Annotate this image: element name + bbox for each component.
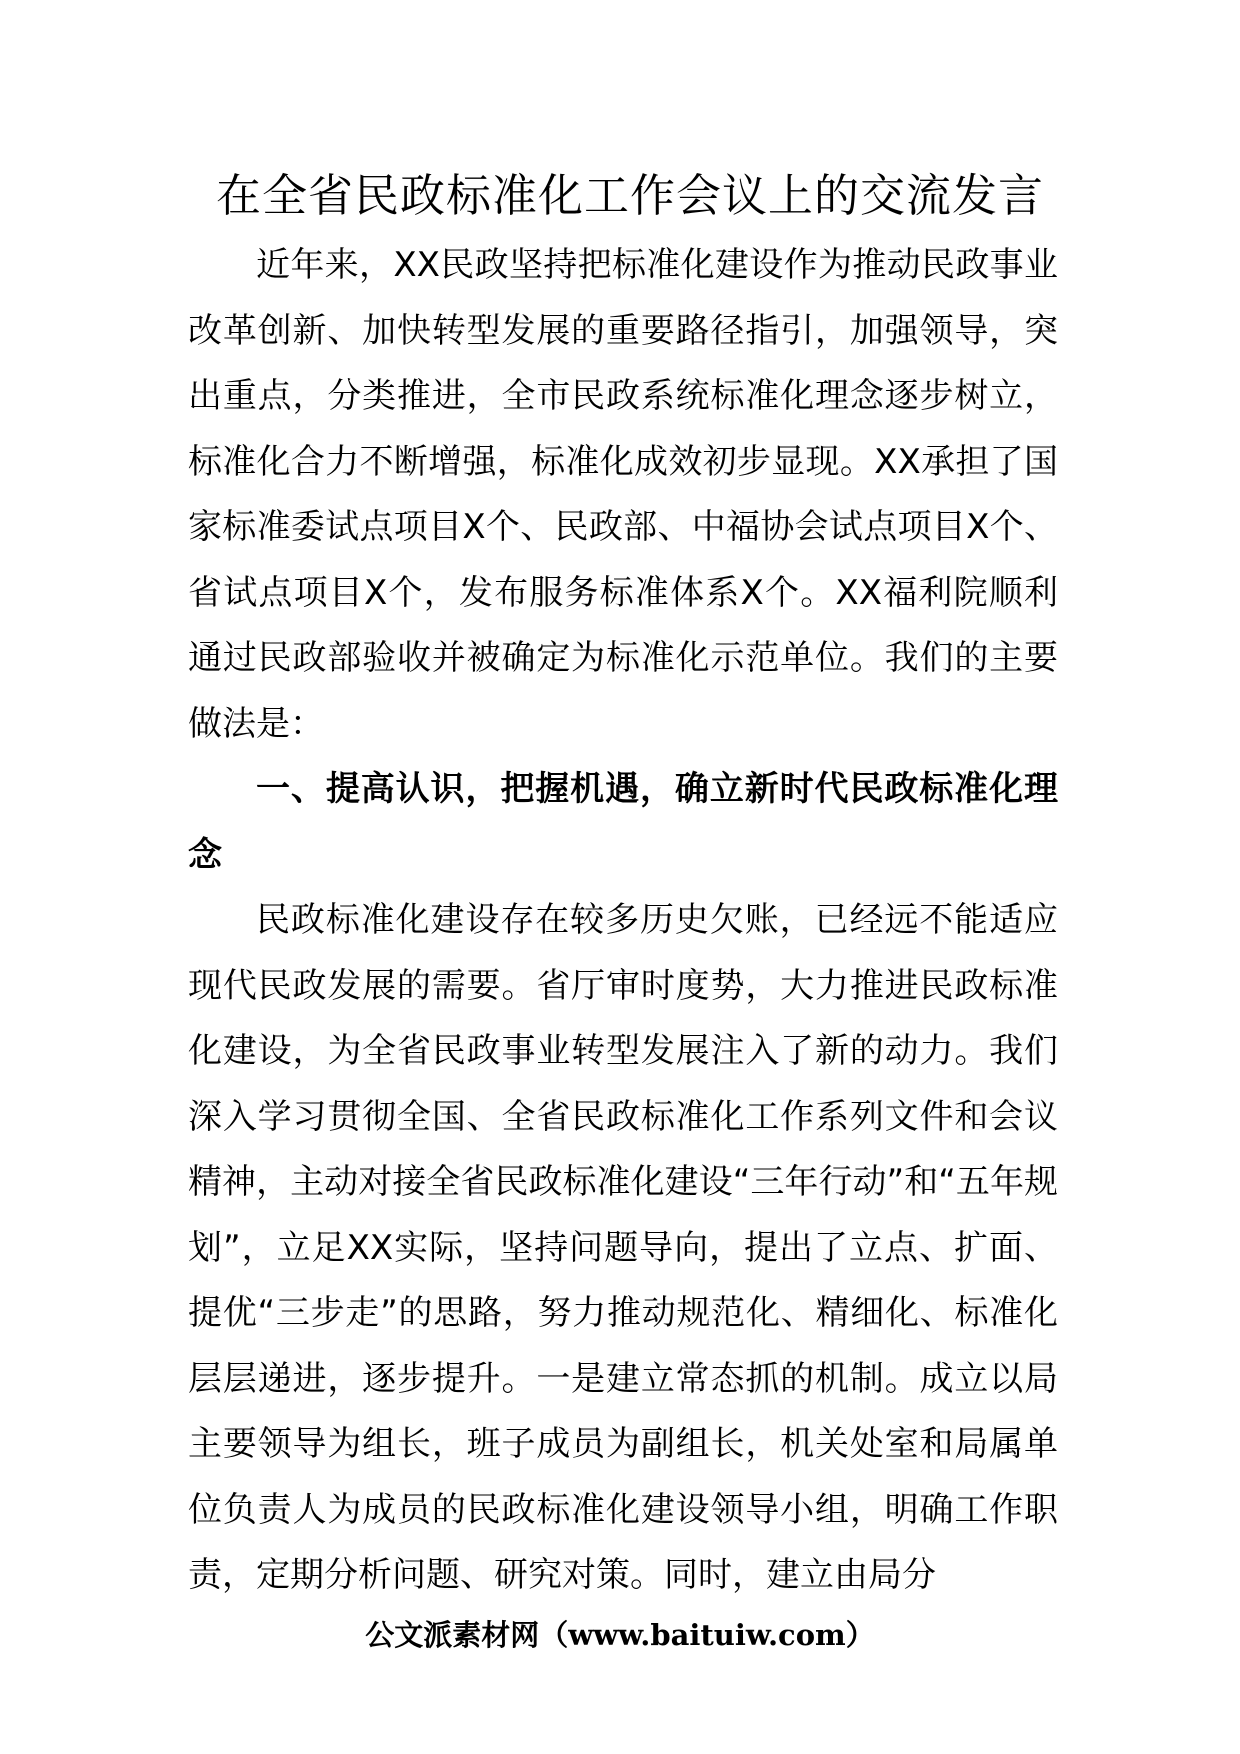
document-body (188, 233, 1058, 1609)
section-1-paragraph: 民政标准化建设存在较多历史欠账，已经远不能适应现代民政发展的需要。省厅审时度势，大力推进民政标准化建设，为全省民政事业转型发展注入了新的动力。我们深入学习贯彻全国、全省民政标准化工作系列文件和会议精神，主动对接全省民政标准化建设“三年行动”和“五年规划”，立足XX实际，坚持问题导向，提出了立点、扩面、提优“三步走”的思路，努力推动规范化、精细化、标准化层层递进，逐步提升。一是建立常态抓的机制。成立以局主要领导为组长，班子成员为副组长，机关处室和局属单位负责人为成员的民政标准化建设领导小组，明确工作职责，定期分析问题、研究对策。同时，建立由局分 (188, 900, 1058, 1595)
document-title: 在全省民政标准化工作会议上的交流发言 (215, 169, 1044, 222)
section-heading-1: 一、提高认识，把握机遇，确立新时代民政标准化理念 (188, 769, 1058, 875)
watermark-footer: 公文派素材网（www.baituiw.com） (365, 1618, 875, 1652)
intro-paragraph: 近年来，XX民政坚持把标准化建设作为推动民政事业改革创新、加快转型发展的重要路径指引，加强领导，突出重点，分类推进，全市民政系统标准化理念逐步树立，标准化合力不断增强，标准化成效初步显现。XX承担了国家标准委试点项目X个、民政部、中福协会试点项目X个、省试点项目X个，发布服务标准体系X个。XX福利院顺利通过民政部验收并被确定为标准化示范单位。我们的主要做法是： (188, 245, 1058, 744)
